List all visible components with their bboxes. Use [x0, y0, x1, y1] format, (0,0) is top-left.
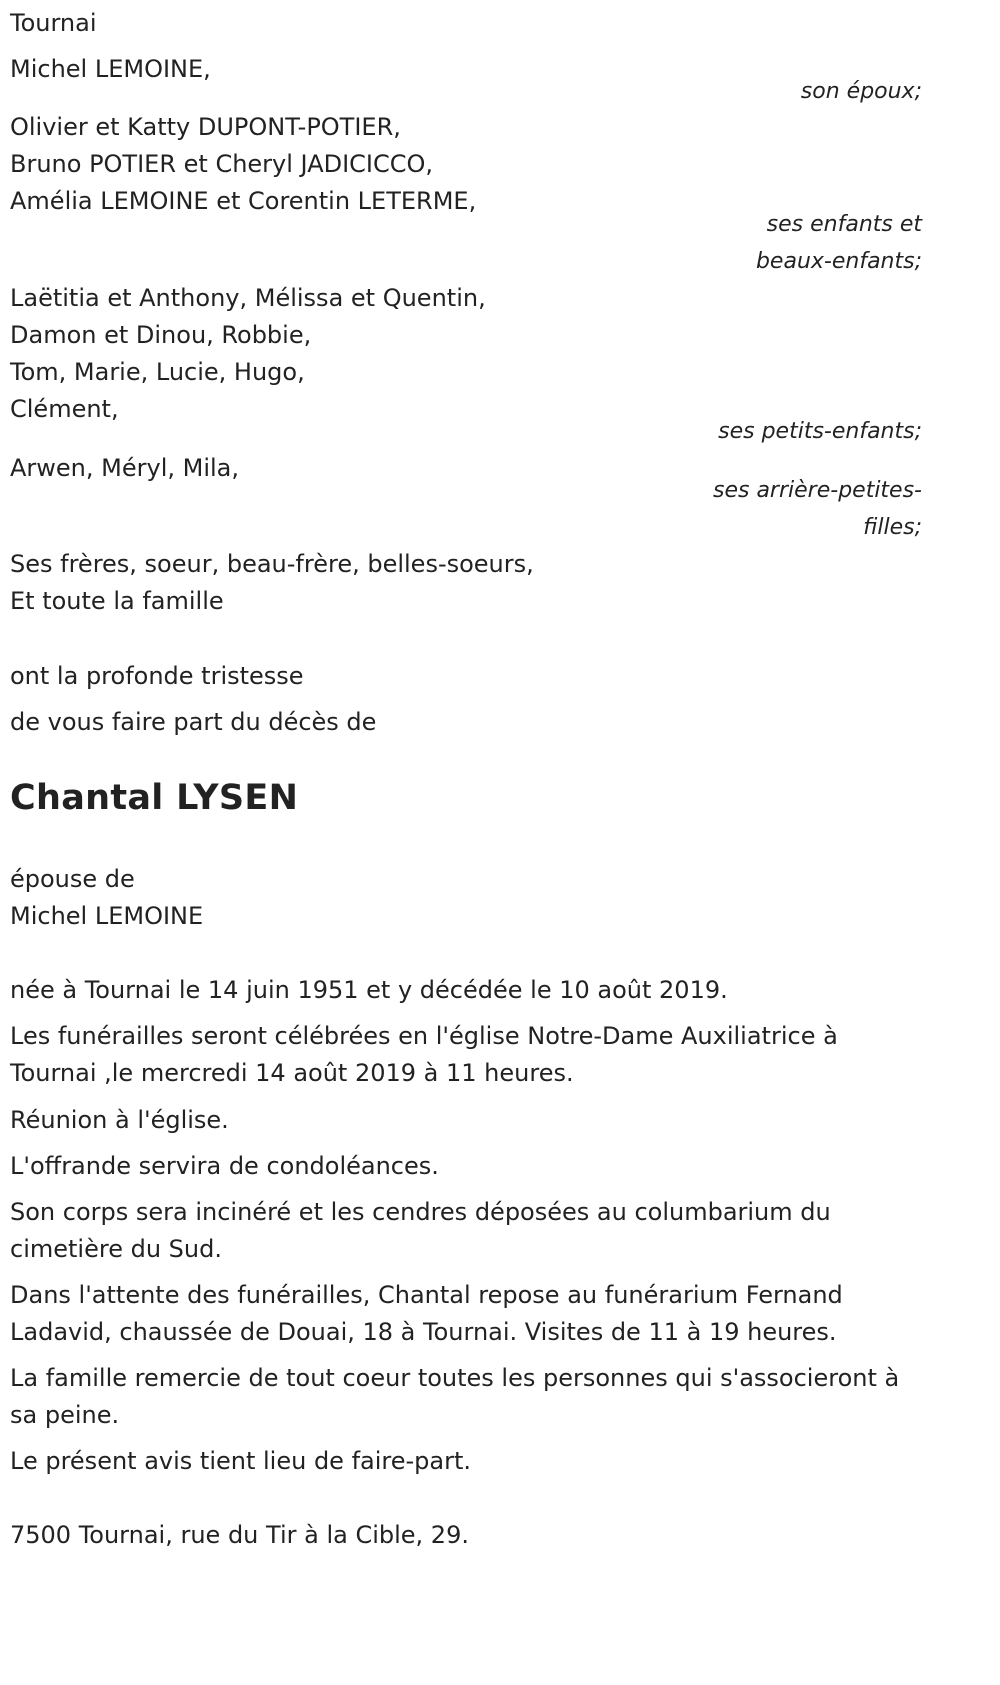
- grandchild-line: Tom, Marie, Lucie, Hugo,: [10, 358, 305, 386]
- children-role: ses enfants et: [766, 212, 922, 237]
- grandchild-line: Damon et Dinou, Robbie,: [10, 321, 312, 349]
- spouse-role: son époux;: [800, 79, 922, 104]
- notice-city: Tournai: [10, 9, 97, 37]
- spouse-name: Michel LEMOINE,: [10, 55, 211, 83]
- grandchildren-role: ses petits-enfants;: [718, 419, 922, 444]
- announcement-line: de vous faire part du décès de: [10, 708, 377, 736]
- grandchild-line: Laëtitia et Anthony, Mélissa et Quentin,: [10, 284, 486, 312]
- great-grandchildren-role: filles;: [863, 515, 922, 540]
- detail-paragraph: Dans l'attente des funérailles, Chantal repose au funérarium Fernand Ladavid, chaussée de Douai, 18 à Tournai. Visites de 11 à 19 heures.: [10, 1281, 843, 1346]
- child-line: Amélia LEMOINE et Corentin LETERME,: [10, 187, 477, 215]
- spouse-of-line: Michel LEMOINE: [10, 902, 204, 930]
- spouse-of-line: épouse de: [10, 865, 135, 893]
- detail-paragraph: née à Tournai le 14 juin 1951 et y décédée le 10 août 2019.: [10, 976, 728, 1004]
- detail-paragraph: Les funérailles seront célébrées en l'église Notre-Dame Auxiliatrice à Tournai ,le mercredi 14 août 2019 à 11 heures.: [10, 1022, 838, 1087]
- grandchild-line: Clément,: [10, 395, 119, 423]
- family-line: Ses frères, soeur, beau-frère, belles-soeurs,: [10, 550, 534, 578]
- detail-paragraph: Réunion à l'église.: [10, 1106, 229, 1134]
- family-line: Et toute la famille: [10, 587, 224, 615]
- child-line: Bruno POTIER et Cheryl JADICICCO,: [10, 150, 434, 178]
- great-grandchildren-role: ses arrière-petites-: [713, 478, 922, 503]
- children-role: beaux-enfants;: [755, 249, 922, 274]
- detail-paragraph: Le présent avis tient lieu de faire-part.: [10, 1447, 472, 1475]
- address-line: 7500 Tournai, rue du Tir à la Cible, 29.: [10, 1521, 469, 1549]
- child-line: Olivier et Katty DUPONT-POTIER,: [10, 113, 401, 141]
- detail-paragraph: La famille remercie de tout coeur toutes les personnes qui s'associeront à sa peine.: [10, 1364, 900, 1429]
- announcement-line: ont la profonde tristesse: [10, 662, 304, 690]
- detail-paragraph: Son corps sera incinéré et les cendres déposées au columbarium du cimetière du Sud.: [10, 1198, 831, 1263]
- detail-paragraph: L'offrande servira de condoléances.: [10, 1152, 439, 1180]
- great-grandchild-line: Arwen, Méryl, Mila,: [10, 454, 239, 482]
- deceased-name: Chantal LYSEN: [10, 778, 299, 818]
